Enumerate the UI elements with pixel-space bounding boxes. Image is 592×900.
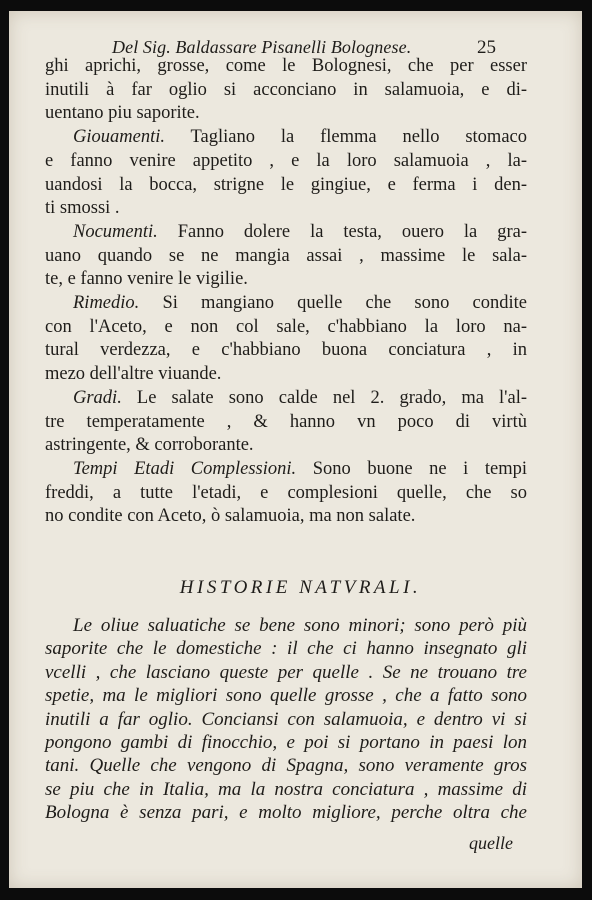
text-line: [45, 79, 527, 103]
line-text: no condite con Aceto, ò salamuoia, ma non salate.: [45, 506, 416, 527]
line-text: Tagliano la flemma nello stomaco: [164, 127, 527, 148]
text-line: [45, 801, 527, 824]
paragraph-label: Rimedio.: [73, 293, 140, 314]
text-line: [45, 55, 527, 79]
paragraph-label: Gradi.: [73, 387, 122, 408]
line-text: Si mangiano quelle che sono condite: [139, 293, 527, 314]
text-line: [45, 316, 527, 340]
paragraph-label: Nocumenti.: [73, 221, 158, 242]
line-text: uano quando se ne mangia assai , massime le sala-: [45, 245, 527, 266]
text-line: [45, 339, 527, 363]
text-line: [45, 708, 527, 731]
text-line: [45, 150, 527, 174]
text-line: [45, 754, 527, 777]
line-text: e fanno venire appetito , e la loro salamuoia , la-: [45, 150, 527, 171]
text-line: [45, 387, 527, 411]
running-head: Del Sig. Baldassare Pisanelli Bolognese.: [112, 37, 412, 57]
line-text: inutili à far oglio si acconciano in salamuoia, e di-: [45, 79, 527, 100]
text-line: [45, 221, 527, 245]
text-line: [45, 482, 527, 506]
text-line: [45, 197, 527, 221]
line-text: inutili a far oglio. Conciansi con salamuoia, e dentro vi si: [45, 708, 527, 730]
line-text: Bologna è senza pari, e molto migliore, perche oltra che: [45, 802, 527, 824]
line-text: vcelli , che lasciano queste per quelle . Se ne trouano tre: [45, 661, 527, 683]
line-text: Sono buone ne i tempi: [296, 458, 527, 479]
catchword: quelle: [469, 833, 513, 853]
line-text: con l'Aceto, e non col sale, c'habbiano la loro na-: [45, 316, 527, 337]
text-line: [45, 434, 527, 458]
line-text: te, e fanno venire le vigilie.: [45, 269, 248, 290]
text-line: [45, 411, 527, 435]
text-line: [45, 684, 527, 707]
line-text: Le salate sono calde nel 2. grado, ma l'al-: [121, 387, 527, 408]
text-line: [45, 174, 527, 198]
text-line: [45, 292, 527, 316]
line-text: tural verdezza, e c'habbiano buona conciatura , in: [45, 340, 527, 361]
text-line: [45, 102, 527, 126]
section-title: HISTORIE NATVRALI.: [179, 577, 422, 598]
natural-history-text: [45, 614, 527, 825]
line-text: freddi, a tutte l'etadi, e complesioni quelle, che so: [45, 482, 527, 503]
text-line: [45, 363, 527, 387]
text-line: [45, 245, 527, 269]
line-text: astringente, & corroborante.: [45, 435, 254, 456]
text-body: [45, 55, 527, 529]
line-text: Fanno dolere la testa, ouero la gra-: [157, 221, 527, 242]
text-line: [45, 637, 527, 660]
line-text: mezo dell'altre viuande.: [45, 364, 222, 385]
line-text: ti smossi .: [45, 198, 120, 219]
line-text: Le oliue saluatiche se bene sono minori; sono però più: [73, 615, 527, 636]
text-line: [45, 505, 527, 529]
line-text: ghi aprichi, grosse, come le Bolognesi, che per esser: [45, 56, 527, 76]
text-line: [45, 268, 527, 292]
text-line: [45, 661, 527, 684]
book-page: [9, 11, 582, 888]
line-text: se piu che in Italia, ma la nostra conciatura , massime di: [45, 778, 527, 800]
text-line: [45, 778, 527, 801]
line-text: pongono gambi di finocchio, e poi si portano in paesi lon: [45, 732, 527, 754]
paragraph-label: Giouamenti.: [73, 127, 165, 148]
line-text: saporite che le domestiche : il che ci hanno insegnato gli: [45, 638, 527, 660]
paragraph-label: Tempi Etadi Complessioni.: [73, 458, 297, 479]
page-number: 25: [477, 37, 496, 58]
text-line: [45, 614, 527, 637]
line-text: uandosi la bocca, strigne le gingiue, e ferma i den-: [45, 174, 527, 195]
line-text: tre temperatamente , & hanno vn poco di virtù: [45, 411, 527, 432]
text-line: [45, 126, 527, 150]
line-text: tani. Quelle che vengono di Spagna, sono veramente gros: [45, 755, 527, 777]
line-text: spetie, ma le migliori sono quelle grosse , che a fatto sono: [45, 685, 527, 707]
text-line: [45, 458, 527, 482]
line-text: uentano piu saporite.: [45, 103, 200, 124]
text-line: [45, 731, 527, 754]
